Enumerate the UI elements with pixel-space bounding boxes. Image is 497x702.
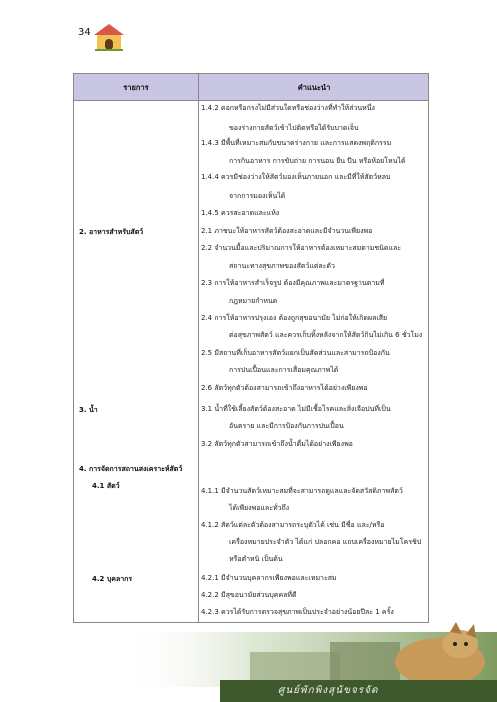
header-advice: คำแนะนำ xyxy=(297,83,331,92)
advice-line: อันตราย และมีการป้องกันการปนเปื้อน xyxy=(229,422,344,430)
advice-line: 2.1 ภาชนะให้อาหารสัตว์ต้องสะอาดและมีจำนวนเพียงพอ xyxy=(201,227,373,235)
advice-line: 4.1.2 สัตว์แต่ละตัวต้องสามารถระบุตัวได้ เช่น มีชื่อ และ/หรือ xyxy=(201,521,385,529)
advice-line: 4.1.1 มีจำนวนสัตว์เหมาะสมที่จะสามารถดูแลและจัดสวัสดิภาพสัตว์ xyxy=(201,487,403,495)
category-label: 3. น้ำ xyxy=(79,406,98,414)
subcategory-label: 4.1 สัตว์ xyxy=(92,482,120,490)
column-divider xyxy=(198,74,199,622)
advice-line: จากการมองเห็นได้ xyxy=(229,192,286,200)
advice-line: 2.2 จำนวนมื้อและปริมาณการให้อาหารต้องเหมาะสมตามชนิดและ xyxy=(201,244,402,252)
table-header xyxy=(74,74,428,101)
advice-line: 2.6 สัตว์ทุกตัวต้องสามารถเข้าถึงอาหารได้อย่างเพียงพอ xyxy=(201,384,368,392)
advice-line: 3.2 สัตว์ทุกตัวสามารถเข้าถึงน้ำดื่มได้อย่างเพียงพอ xyxy=(201,440,353,448)
doghouse-icon xyxy=(92,22,126,52)
advice-line: 3.1 น้ำที่ใช้เลี้ยงสัตว์ต้องสะอาด ไม่มีเชื้อโรคและสิ่งเจือปนที่เป็น xyxy=(201,405,391,413)
advice-line: 1.4.4 ควรมีช่องว่างให้สัตว์มองเห็นภายนอก และมีที่ให้สัตว์หลบ xyxy=(201,173,391,181)
advice-line: ต่อสุขภาพสัตว์ และควรเก็บทิ้งหลังจากให้สัตว์กินไม่เกิน 6 ชั่วโมง xyxy=(229,331,423,339)
advice-line: สถานะทางสุขภาพของสัตว์แต่ละตัว xyxy=(229,262,335,270)
advice-line: 2.4 การให้อาหารปรุงเอง ต้องถูกสุขอนามัย ไม่ก่อให้เกิดผลเสีย xyxy=(201,314,388,322)
category-label: 4. การจัดการสถานสงเคราะห์สัตว์ xyxy=(79,465,183,473)
advice-line: การปนเปื้อนและการเสื่อมคุณภาพได้ xyxy=(229,366,339,374)
page-number: 34 xyxy=(78,27,91,38)
advice-line: การกินอาหาร การขับถ่าย การนอน ยืน ปีน หรือห้อยโหนได้ xyxy=(229,157,406,165)
advice-line: 2.3 การให้อาหารสำเร็จรูป ต้องมีคุณภาพและมาตรฐานตามที่ xyxy=(201,279,385,287)
advice-line: ของร่างกายสัตว์เข้าไปติดหรือได้รับบาดเจ็บ xyxy=(229,124,359,132)
category-label: 2. อาหารสำหรับสัตว์ xyxy=(79,228,144,236)
footer-banner xyxy=(0,622,497,702)
advice-line: 2.5 มีสถานที่เก็บอาหารสัตว์แยกเป็นสัดส่วนและสามารถป้องกัน xyxy=(201,349,390,357)
advice-line: เครื่องหมายประจำตัว ได้แก่ ปลอกคอ แถบเครื่องหมายไมโครชิป xyxy=(229,538,422,546)
header-item: รายการ xyxy=(123,83,149,92)
advice-line: 1.4.2 ดอกหรือกรงไม่มีส่วนใดหรือช่องว่างที่ทำให้ส่วนหนึ่ง xyxy=(201,104,375,112)
advice-line: กฎหมายกำหนด xyxy=(229,297,278,305)
advice-line: 1.4.3 มีพื้นที่เหมาะสมกับขนาดร่างกาย และการแสดงพฤติกรรม xyxy=(201,139,392,147)
subcategory-label: 4.2 บุคลากร xyxy=(92,575,133,583)
advice-line: 4.2.3 ควรได้รับการตรวจสุขภาพเป็นประจำอย่างน้อยปีละ 1 ครั้ง xyxy=(201,608,394,616)
advice-line: 1.4.5 ควรสะอาดและแห้ง xyxy=(201,209,280,217)
advice-line: หรือตำหนิ เป็นต้น xyxy=(229,555,283,563)
footer-title: ศูนย์พักพิงสุนัขจรจัด xyxy=(278,685,379,696)
advice-line: 4.2.1 มีจำนวนบุคลากรเพียงพอและเหมาะสม xyxy=(201,574,337,582)
advice-line: ได้เพียงพอและทั่วถึง xyxy=(229,504,290,512)
advice-line: 4.2.2 มีสุขอนามัยส่วนบุคคลที่ดี xyxy=(201,591,297,599)
